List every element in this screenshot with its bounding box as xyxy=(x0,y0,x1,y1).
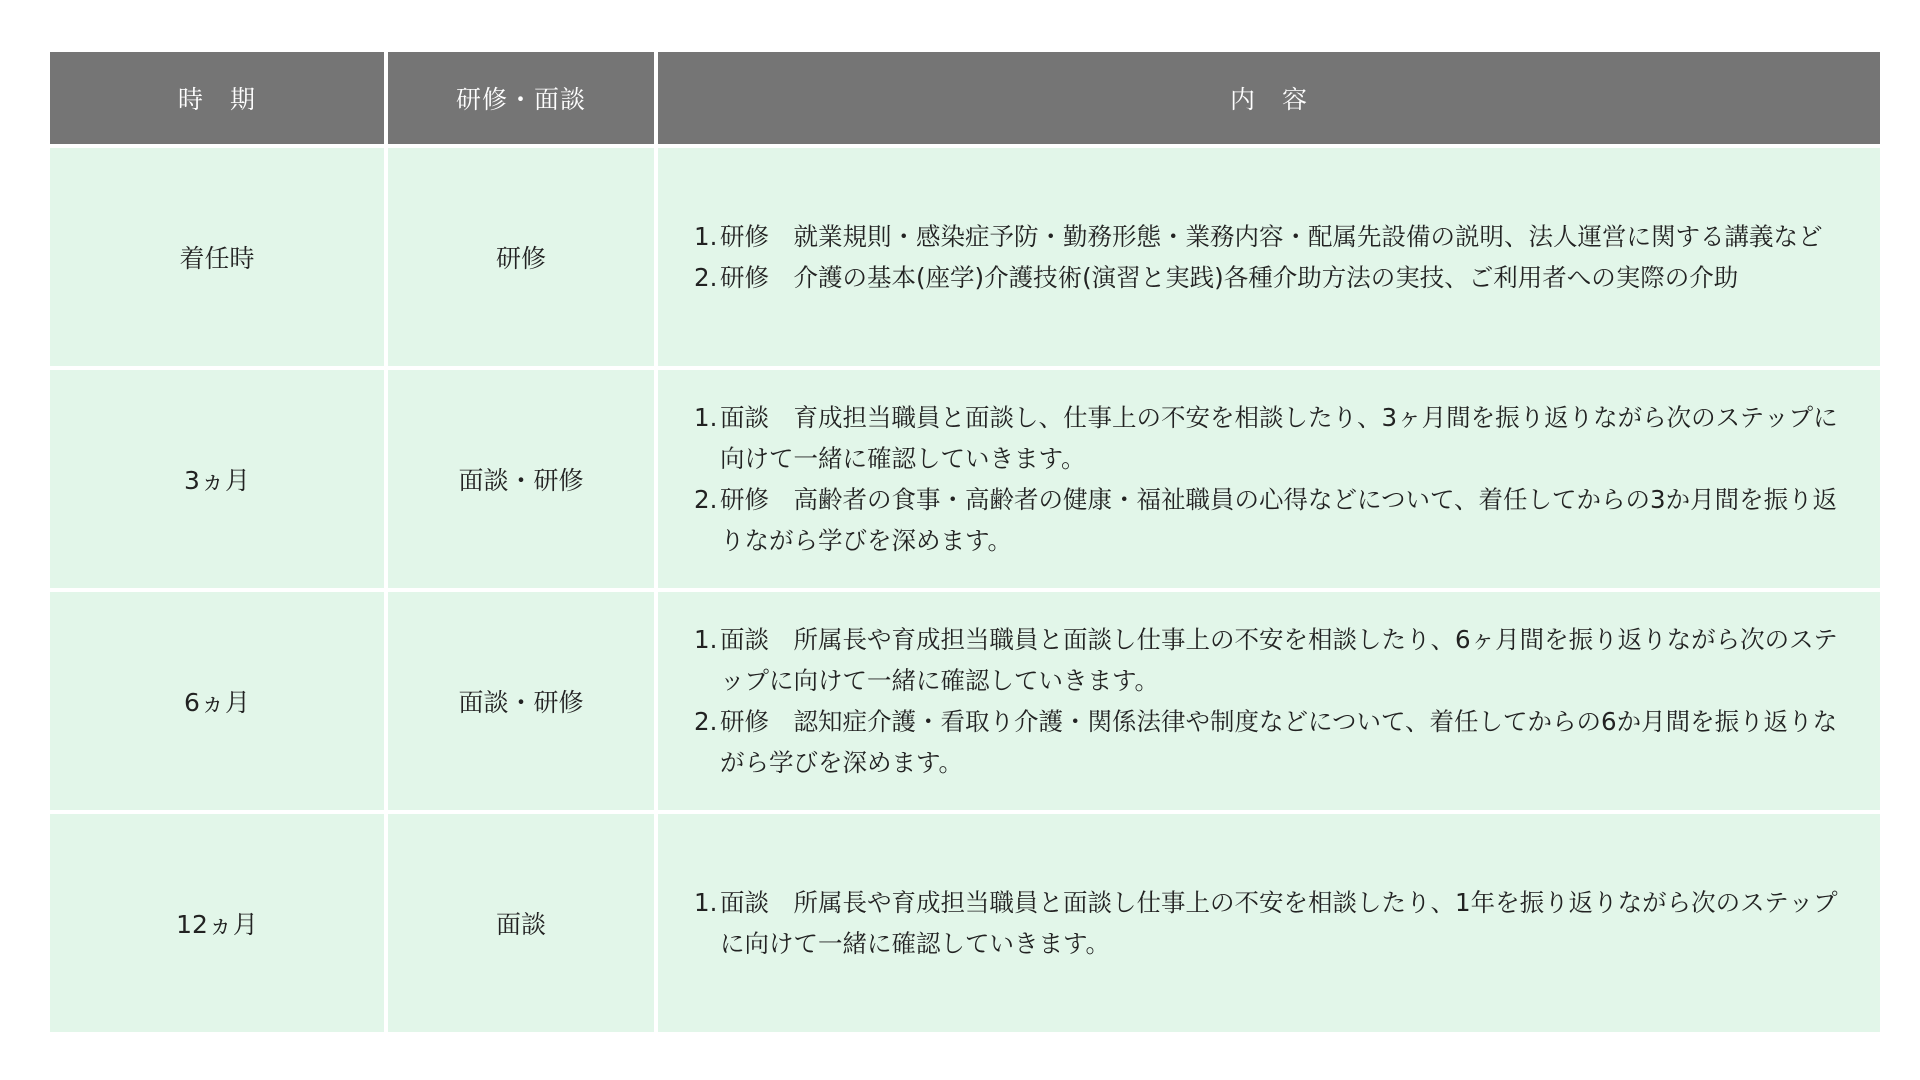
item-number: 2. xyxy=(694,707,718,736)
table-row xyxy=(50,144,1880,366)
list-item xyxy=(694,397,1858,479)
type-cell: 面談・研修 xyxy=(384,588,654,810)
item-number: 1. xyxy=(694,403,718,432)
period-cell: 着任時 xyxy=(50,144,384,366)
content-list xyxy=(694,619,1858,783)
item-number: 1. xyxy=(694,888,718,917)
item-text: 面談 所属長や育成担当職員と面談し仕事上の不安を相談したり、1年を振り返りながら次のステップに向けて一緒に確認していきます。 xyxy=(720,888,1838,958)
content-list xyxy=(694,397,1858,561)
item-text: 面談 所属長や育成担当職員と面談し仕事上の不安を相談したり、6ヶ月間を振り返りながら次のステップに向けて一緒に確認していきます。 xyxy=(720,625,1838,695)
period-cell: 3ヵ月 xyxy=(50,366,384,588)
table-row xyxy=(50,810,1880,1032)
table-row xyxy=(50,588,1880,810)
item-text: 研修 高齢者の食事・高齢者の健康・福祉職員の心得などについて、着任してからの3か月間を振り返りながら学びを深めます。 xyxy=(720,485,1838,555)
item-text: 研修 認知症介護・看取り介護・関係法律や制度などについて、着任してからの6か月間を振り返りながら学びを深めます。 xyxy=(720,707,1838,777)
header-type: 研修・面談 xyxy=(384,52,654,144)
list-item xyxy=(694,701,1858,783)
item-number: 2. xyxy=(694,485,718,514)
list-item xyxy=(694,216,1858,257)
list-item xyxy=(694,882,1858,964)
type-cell: 研修 xyxy=(384,144,654,366)
header-period: 時 期 xyxy=(50,52,384,144)
header-row xyxy=(50,52,1880,144)
item-text: 研修 介護の基本(座学)介護技術(演習と実践)各種介助方法の実技、ご利用者への実際の介助 xyxy=(720,263,1739,292)
list-item xyxy=(694,479,1858,561)
period-cell: 6ヵ月 xyxy=(50,588,384,810)
header-content: 内 容 xyxy=(654,52,1880,144)
type-cell: 面談 xyxy=(384,810,654,1032)
content-cell xyxy=(654,810,1880,1032)
list-item xyxy=(694,257,1858,298)
item-text: 研修 就業規則・感染症予防・勤務形態・業務内容・配属先設備の説明、法人運営に関する講義など xyxy=(720,222,1823,251)
type-cell: 面談・研修 xyxy=(384,366,654,588)
table-row xyxy=(50,366,1880,588)
content-cell xyxy=(654,144,1880,366)
list-item xyxy=(694,619,1858,701)
period-cell: 12ヵ月 xyxy=(50,810,384,1032)
content-cell xyxy=(654,366,1880,588)
content-list xyxy=(694,216,1858,298)
table-body xyxy=(50,144,1880,1032)
training-schedule-table xyxy=(50,52,1880,1032)
item-number: 1. xyxy=(694,625,718,654)
item-text: 面談 育成担当職員と面談し、仕事上の不安を相談したり、3ヶ月間を振り返りながら次のステップに向けて一緒に確認していきます。 xyxy=(720,403,1838,473)
item-number: 2. xyxy=(694,263,718,292)
content-cell xyxy=(654,588,1880,810)
item-number: 1. xyxy=(694,222,718,251)
table-header xyxy=(50,52,1880,144)
content-list xyxy=(694,882,1858,964)
